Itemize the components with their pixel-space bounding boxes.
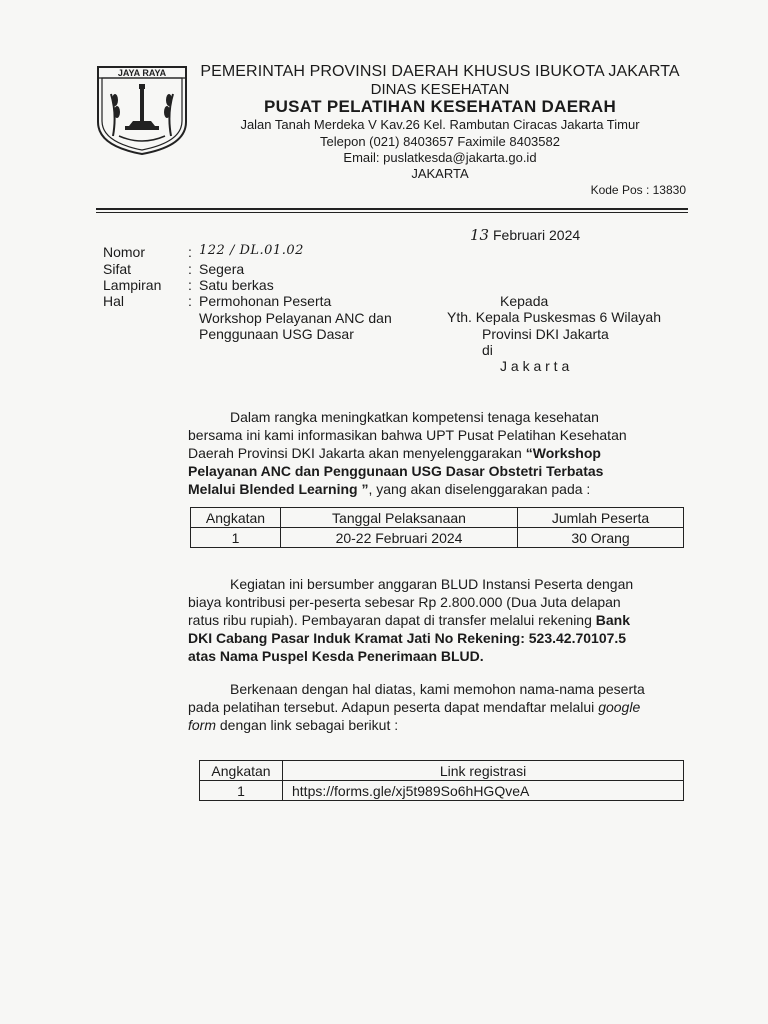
table-header: Link registrasi — [283, 761, 684, 781]
para1-line1: Dalam rangka meningkatkan kompetensi tenaga kesehatan — [230, 409, 599, 425]
date-month-year: Februari 2024 — [492, 227, 581, 243]
paragraph-intro — [188, 408, 685, 498]
para2-line1: Kegiatan ini bersumber anggaran BLUD Instansi Peserta dengan — [230, 576, 634, 592]
nomor-value: 122 / DL.01.02 — [199, 243, 304, 258]
table-header: Tanggal Pelaksanaan — [281, 508, 518, 528]
para2-line2: biaya kontribusi per-peserta sebesar Rp 2.800.000 (Dua Juta delapan — [188, 594, 621, 610]
table-cell: 20-22 Februari 2024 — [281, 528, 518, 548]
para2-line3: ratus ribu rupiah). Pembayaran dapat di transfer melalui rekening Bank — [188, 612, 631, 628]
header-government: PEMERINTAH PROVINSI DAERAH KHUSUS IBUKOTA JAKARTA — [200, 63, 680, 80]
sifat-value: Segera — [199, 261, 245, 277]
header-address: Jalan Tanah Merdeka V Kav.26 Kel. Rambutan Ciracas Jakarta Timur — [240, 117, 640, 132]
hal-value-line2: Workshop Pelayanan ANC dan — [199, 310, 392, 326]
registration-link[interactable]: https://forms.gle/xj5t989So6hHGQveA — [283, 781, 684, 801]
date-day-handwritten: 13 — [470, 226, 490, 244]
hal-value-line1: Permohonan Peserta — [199, 293, 332, 309]
para3-line1: Berkenaan dengan hal diatas, kami memohon nama-nama peserta — [230, 681, 645, 697]
registration-table — [199, 760, 684, 801]
table-row — [191, 528, 684, 548]
table-cell: 30 Orang — [518, 528, 684, 548]
logo-text: JAYA RAYA — [117, 68, 167, 78]
table-header: Jumlah Peserta — [518, 508, 684, 528]
recipient-province: Provinsi DKI Jakarta — [482, 326, 609, 342]
nomor-colon: : — [188, 244, 192, 260]
para3-line3: form dengan link sebagai berikut : — [188, 717, 399, 733]
para1-line4: Pelayanan ANC dan Penggunaan USG Dasar Obstetri Terbatas — [188, 463, 604, 479]
table-cell: 1 — [200, 781, 283, 801]
table-header: Angkatan — [191, 508, 281, 528]
hal-colon: : — [188, 293, 192, 309]
schedule-table — [190, 507, 684, 548]
para1-line2: bersama ini kami informasikan bahwa UPT Pusat Pelatihan Kesehatan — [188, 427, 627, 443]
header-city: JAKARTA — [411, 166, 469, 181]
paragraph-funding — [188, 575, 685, 665]
nomor-label: Nomor — [103, 244, 146, 260]
lampiran-value: Satu berkas — [199, 277, 274, 293]
header-divider — [96, 208, 688, 210]
para2-line5: atas Nama Puspel Kesda Penerimaan BLUD. — [188, 648, 484, 664]
recipient-di: di — [482, 342, 493, 358]
recipient-city: J a k a r t a — [500, 358, 570, 374]
recipient-kepada: Kepada — [500, 293, 549, 309]
header-institution: PUSAT PELATIHAN KESEHATAN DAERAH — [263, 97, 617, 116]
header-email: Email: puslatkesda@jakarta.go.id — [343, 150, 537, 165]
sifat-colon: : — [188, 261, 192, 277]
para1-line3: Daerah Provinsi DKI Jakarta akan menyelenggarakan “Workshop — [188, 445, 601, 461]
table-header-row — [200, 761, 684, 781]
para2-line4: DKI Cabang Pasar Induk Kramat Jati No Rekening: 523.42.70107.5 — [188, 630, 627, 646]
para1-line5: Melalui Blended Learning ”, yang akan diselenggarakan pada : — [188, 481, 591, 497]
jakarta-crest-logo — [95, 64, 189, 156]
table-row — [200, 781, 684, 801]
letter-date — [470, 226, 580, 244]
header-divider-thin — [96, 212, 688, 213]
lampiran-label: Lampiran — [103, 277, 162, 293]
hal-label: Hal — [103, 293, 125, 309]
lampiran-colon: : — [188, 277, 192, 293]
header-department: DINAS KESEHATAN — [370, 81, 510, 98]
sifat-label: Sifat — [103, 261, 132, 277]
para3-line2: pada pelatihan tersebut. Adapun peserta dapat mendaftar melalui google — [188, 699, 641, 715]
paragraph-registration — [188, 680, 685, 734]
header-phone: Telepon (021) 8403657 Faximile 8403582 — [320, 134, 560, 149]
postal-code: Kode Pos : 13830 — [590, 183, 686, 197]
table-cell: 1 — [191, 528, 281, 548]
recipient-yth: Yth. Kepala Puskesmas 6 Wilayah — [447, 309, 661, 325]
table-header-row — [191, 508, 684, 528]
hal-value-line3: Penggunaan USG Dasar — [199, 326, 354, 342]
table-header: Angkatan — [200, 761, 283, 781]
